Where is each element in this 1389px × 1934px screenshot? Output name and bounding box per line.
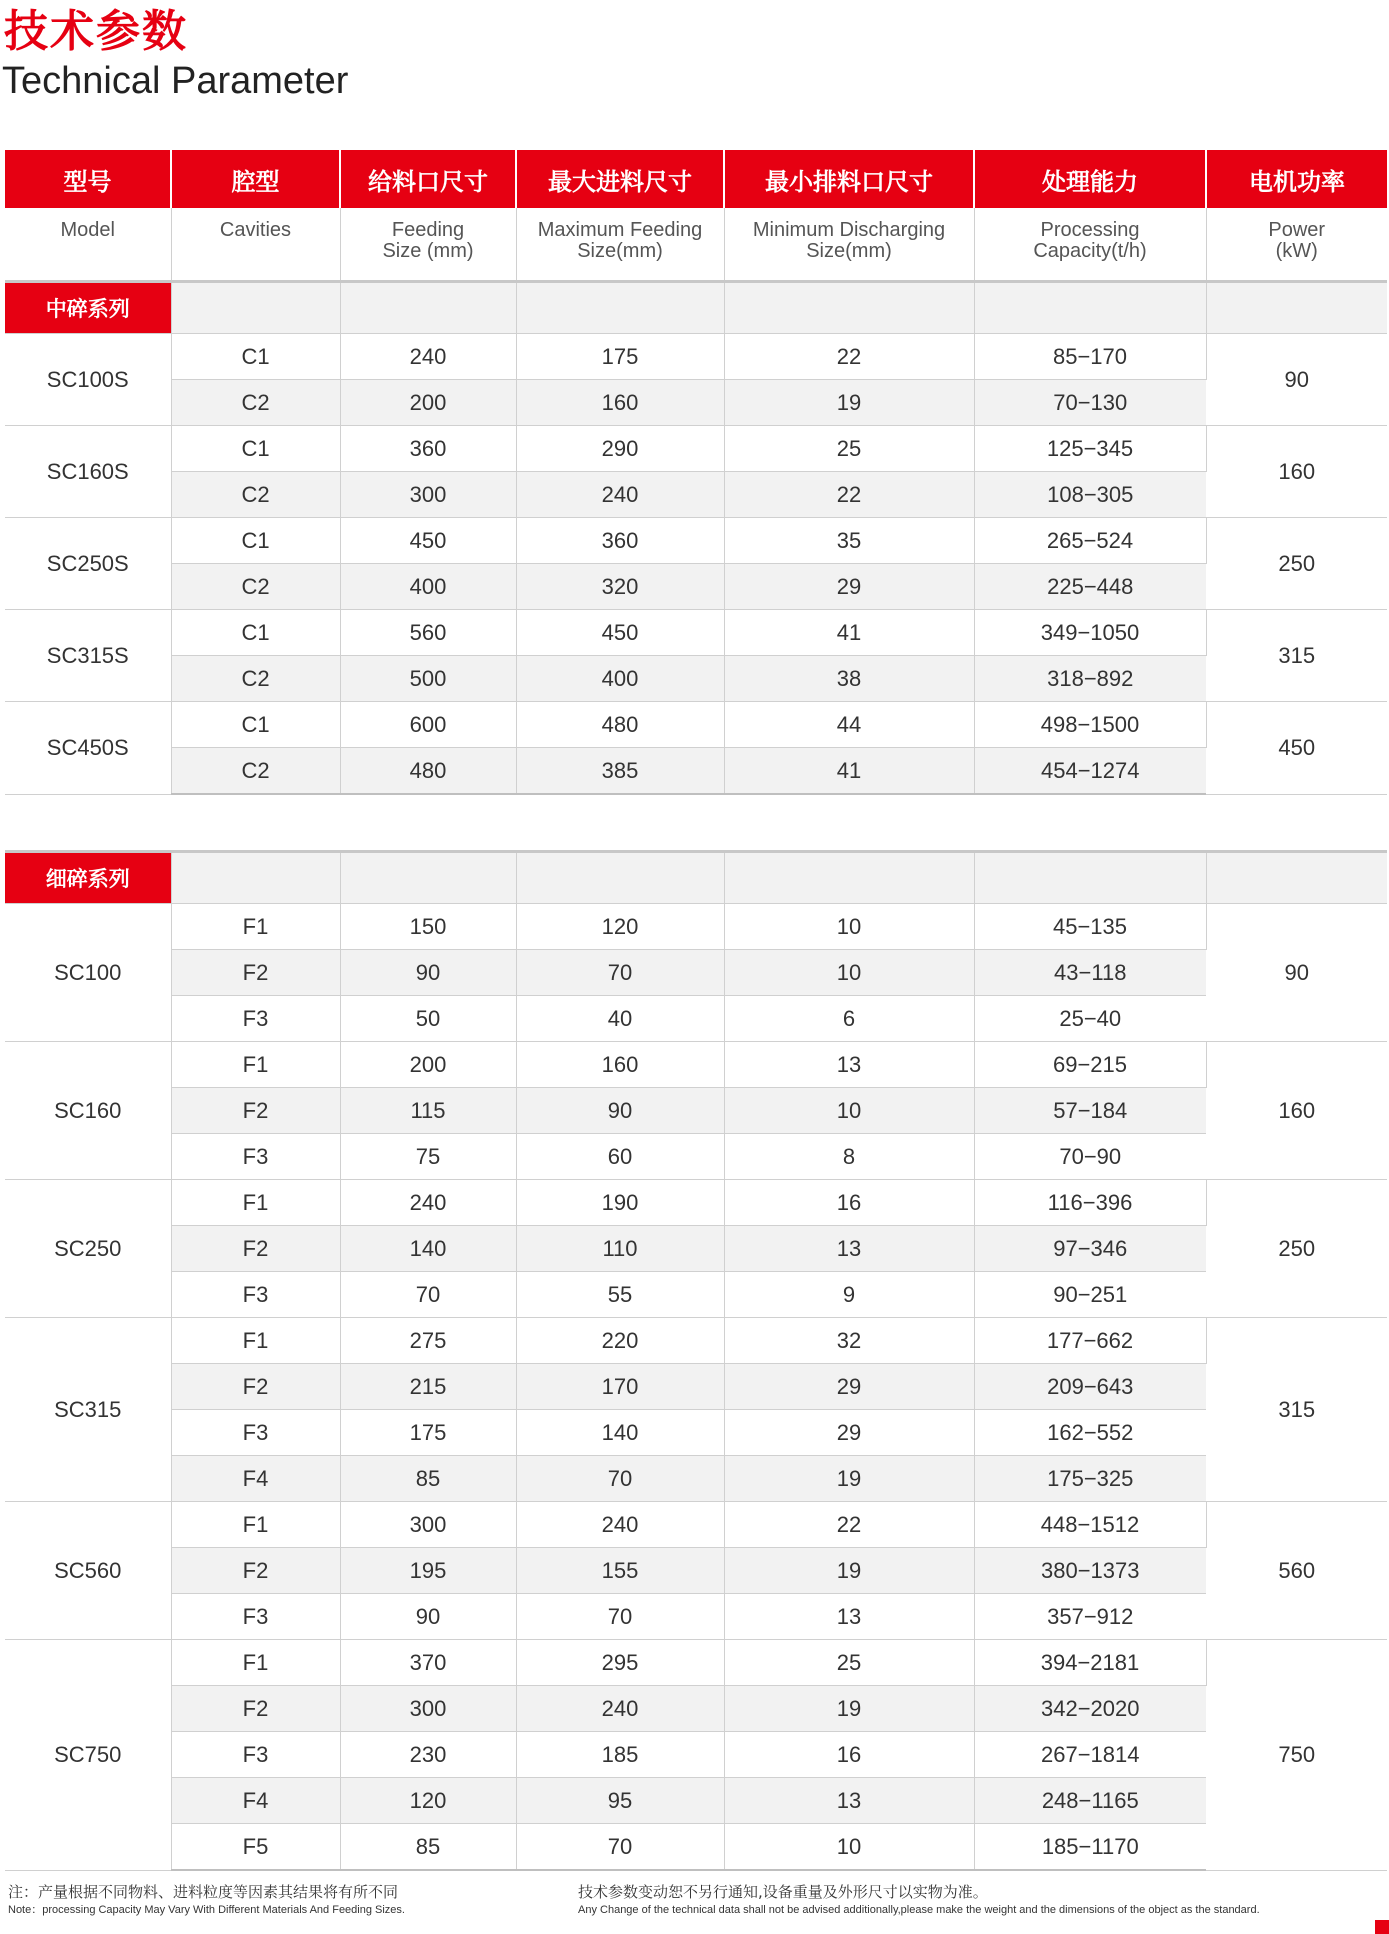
cavity-cell: F4 — [171, 1778, 340, 1824]
table-row — [5, 1686, 1387, 1732]
feeding-size-cell: 115 — [340, 1088, 516, 1134]
column-header-en-line: Model — [60, 219, 115, 241]
feeding-size-cell: 450 — [340, 518, 516, 564]
column-header-en-line: Power — [1268, 219, 1326, 241]
table-row — [5, 1318, 1387, 1364]
table-row — [5, 1042, 1387, 1088]
max-feeding-size-cell: 120 — [516, 904, 724, 950]
cavity-cell: C1 — [171, 702, 340, 748]
page-title-en: Technical Parameter — [2, 60, 349, 102]
max-feeding-size-cell: 70 — [516, 1594, 724, 1640]
feeding-size-cell: 75 — [340, 1134, 516, 1180]
feeding-size-cell: 300 — [340, 472, 516, 518]
series-header-cell — [171, 282, 340, 334]
capacity-cell: 116−396 — [974, 1180, 1206, 1226]
max-feeding-size-cell: 220 — [516, 1318, 724, 1364]
feeding-size-cell: 300 — [340, 1502, 516, 1548]
feeding-size-cell: 600 — [340, 702, 516, 748]
min-discharging-size-cell: 9 — [724, 1272, 974, 1318]
min-discharging-size-cell: 22 — [724, 472, 974, 518]
min-discharging-size-cell: 6 — [724, 996, 974, 1042]
min-discharging-size-cell: 19 — [724, 1686, 974, 1732]
max-feeding-size-cell: 70 — [516, 950, 724, 996]
feeding-size-cell: 200 — [340, 380, 516, 426]
model-cell: SC315S — [5, 610, 171, 702]
capacity-cell: 357−912 — [974, 1594, 1206, 1640]
min-discharging-size-cell: 29 — [724, 1410, 974, 1456]
feeding-size-cell: 85 — [340, 1456, 516, 1502]
column-header-en — [516, 208, 724, 282]
min-discharging-size-cell: 10 — [724, 904, 974, 950]
capacity-cell: 394−2181 — [974, 1640, 1206, 1686]
cavity-cell: F3 — [171, 1732, 340, 1778]
model-cell: SC250S — [5, 518, 171, 610]
capacity-cell: 162−552 — [974, 1410, 1206, 1456]
cavity-cell: C1 — [171, 610, 340, 656]
model-cell: SC100S — [5, 334, 171, 426]
cavity-cell: F3 — [171, 1134, 340, 1180]
capacity-cell: 85−170 — [974, 334, 1206, 380]
model-cell: SC160 — [5, 1042, 171, 1180]
capacity-cell: 342−2020 — [974, 1686, 1206, 1732]
min-discharging-size-cell: 41 — [724, 610, 974, 656]
max-feeding-size-cell: 480 — [516, 702, 724, 748]
cavity-cell: F1 — [171, 1502, 340, 1548]
cavity-cell: C1 — [171, 426, 340, 472]
column-header-en-line: Capacity(t/h) — [1033, 240, 1147, 262]
max-feeding-size-cell: 70 — [516, 1456, 724, 1502]
max-feeding-size-cell: 55 — [516, 1272, 724, 1318]
cavity-cell: F2 — [171, 1548, 340, 1594]
feeding-size-cell: 150 — [340, 904, 516, 950]
max-feeding-size-cell: 90 — [516, 1088, 724, 1134]
series-header-cell — [974, 852, 1206, 904]
capacity-cell: 265−524 — [974, 518, 1206, 564]
capacity-cell: 454−1274 — [974, 748, 1206, 795]
feeding-size-cell: 560 — [340, 610, 516, 656]
capacity-cell: 108−305 — [974, 472, 1206, 518]
column-header-en-line: (kW) — [1275, 240, 1318, 262]
table-row — [5, 656, 1387, 702]
min-discharging-size-cell: 19 — [724, 1548, 974, 1594]
max-feeding-size-cell: 240 — [516, 1502, 724, 1548]
table-row — [5, 1548, 1387, 1594]
min-discharging-size-cell: 10 — [724, 950, 974, 996]
capacity-cell: 43−118 — [974, 950, 1206, 996]
note-left-cn: 注：产量根据不同物料、进料粒度等因素其结果将有所不同 — [8, 1883, 399, 1901]
capacity-cell: 45−135 — [974, 904, 1206, 950]
power-cell: 90 — [1206, 334, 1387, 426]
min-discharging-size-cell: 35 — [724, 518, 974, 564]
series-label: 细碎系列 — [5, 852, 171, 904]
power-cell: 315 — [1206, 1318, 1387, 1502]
column-header-en-line: Maximum Feeding — [537, 219, 703, 241]
column-header-en — [5, 208, 171, 282]
table-row — [5, 518, 1387, 564]
cavity-cell: F2 — [171, 1088, 340, 1134]
cavity-cell: F5 — [171, 1824, 340, 1871]
cavity-cell: F2 — [171, 1226, 340, 1272]
series-header-cell — [516, 282, 724, 334]
model-cell: SC560 — [5, 1502, 171, 1640]
power-cell: 160 — [1206, 1042, 1387, 1180]
column-header-en — [974, 208, 1206, 282]
column-header-cn-row — [5, 150, 1387, 208]
series-header-cell — [171, 852, 340, 904]
table-row — [5, 1180, 1387, 1226]
column-header-cn: 处理能力 — [974, 150, 1206, 208]
min-discharging-size-cell: 13 — [724, 1042, 974, 1088]
cavity-cell: F4 — [171, 1456, 340, 1502]
table-row — [5, 564, 1387, 610]
power-cell: 250 — [1206, 518, 1387, 610]
min-discharging-size-cell: 16 — [724, 1180, 974, 1226]
table-row — [5, 1778, 1387, 1824]
min-discharging-size-cell: 13 — [724, 1778, 974, 1824]
min-discharging-size-cell: 29 — [724, 564, 974, 610]
feeding-size-cell: 50 — [340, 996, 516, 1042]
model-cell: SC750 — [5, 1640, 171, 1871]
corner-accent — [1375, 1920, 1389, 1934]
feeding-size-cell: 230 — [340, 1732, 516, 1778]
cavity-cell: C2 — [171, 472, 340, 518]
max-feeding-size-cell: 185 — [516, 1732, 724, 1778]
feeding-size-cell: 140 — [340, 1226, 516, 1272]
table-row — [5, 1456, 1387, 1502]
table-row — [5, 1088, 1387, 1134]
max-feeding-size-cell: 295 — [516, 1640, 724, 1686]
feeding-size-cell: 240 — [340, 334, 516, 380]
capacity-cell: 498−1500 — [974, 702, 1206, 748]
feeding-size-cell: 215 — [340, 1364, 516, 1410]
feeding-size-cell: 370 — [340, 1640, 516, 1686]
cavity-cell: C1 — [171, 518, 340, 564]
table-row — [5, 1732, 1387, 1778]
max-feeding-size-cell: 160 — [516, 1042, 724, 1088]
model-cell: SC450S — [5, 702, 171, 795]
series-header-cell — [724, 282, 974, 334]
max-feeding-size-cell: 320 — [516, 564, 724, 610]
series-header-row — [5, 282, 1387, 334]
min-discharging-size-cell: 44 — [724, 702, 974, 748]
min-discharging-size-cell: 10 — [724, 1824, 974, 1871]
note-right-cn: 技术参数变动恕不另行通知,设备重量及外形尺寸以实物为准。 — [578, 1883, 988, 1901]
capacity-cell: 25−40 — [974, 996, 1206, 1042]
series-header-cell — [516, 852, 724, 904]
column-header-cn: 型号 — [5, 150, 171, 208]
table-row — [5, 610, 1387, 656]
power-cell: 560 — [1206, 1502, 1387, 1640]
min-discharging-size-cell: 19 — [724, 380, 974, 426]
cavity-cell: C2 — [171, 380, 340, 426]
feeding-size-cell: 90 — [340, 950, 516, 996]
min-discharging-size-cell: 8 — [724, 1134, 974, 1180]
column-header-en — [171, 208, 340, 282]
feeding-size-cell: 400 — [340, 564, 516, 610]
max-feeding-size-cell: 175 — [516, 334, 724, 380]
min-discharging-size-cell: 13 — [724, 1594, 974, 1640]
cavity-cell: F3 — [171, 996, 340, 1042]
min-discharging-size-cell: 25 — [724, 426, 974, 472]
min-discharging-size-cell: 22 — [724, 334, 974, 380]
column-header-cn: 腔型 — [171, 150, 340, 208]
cavity-cell: F3 — [171, 1410, 340, 1456]
max-feeding-size-cell: 155 — [516, 1548, 724, 1594]
power-cell: 90 — [1206, 904, 1387, 1042]
table-row — [5, 950, 1387, 996]
column-header-en — [1206, 208, 1387, 282]
table-row — [5, 1824, 1387, 1871]
feeding-size-cell: 85 — [340, 1824, 516, 1871]
min-discharging-size-cell: 29 — [724, 1364, 974, 1410]
capacity-cell: 267−1814 — [974, 1732, 1206, 1778]
table-row — [5, 380, 1387, 426]
table-row — [5, 1134, 1387, 1180]
column-header-en-line: Processing — [1040, 219, 1140, 241]
max-feeding-size-cell: 160 — [516, 380, 724, 426]
min-discharging-size-cell: 16 — [724, 1732, 974, 1778]
series-header-cell — [1206, 282, 1387, 334]
note-right — [578, 1882, 1260, 1918]
series-header-cell — [340, 852, 516, 904]
table-row — [5, 334, 1387, 380]
feeding-size-cell: 360 — [340, 426, 516, 472]
max-feeding-size-cell: 170 — [516, 1364, 724, 1410]
table-row — [5, 702, 1387, 748]
capacity-cell: 185−1170 — [974, 1824, 1206, 1871]
column-header-cn: 最小排料口尺寸 — [724, 150, 974, 208]
model-cell: SC315 — [5, 1318, 171, 1502]
feeding-size-cell: 500 — [340, 656, 516, 702]
max-feeding-size-cell: 360 — [516, 518, 724, 564]
max-feeding-size-cell: 95 — [516, 1778, 724, 1824]
table-row — [5, 1594, 1387, 1640]
cavity-cell: F1 — [171, 1318, 340, 1364]
power-cell: 750 — [1206, 1640, 1387, 1871]
max-feeding-size-cell: 385 — [516, 748, 724, 795]
max-feeding-size-cell: 40 — [516, 996, 724, 1042]
min-discharging-size-cell: 19 — [724, 1456, 974, 1502]
column-header-cn: 最大进料尺寸 — [516, 150, 724, 208]
cavity-cell: F1 — [171, 1640, 340, 1686]
capacity-cell: 125−345 — [974, 426, 1206, 472]
min-discharging-size-cell: 22 — [724, 1502, 974, 1548]
table-row — [5, 1226, 1387, 1272]
capacity-cell: 177−662 — [974, 1318, 1206, 1364]
series-header-row — [5, 852, 1387, 904]
table-row — [5, 1364, 1387, 1410]
table-row — [5, 1502, 1387, 1548]
capacity-cell: 225−448 — [974, 564, 1206, 610]
column-header-en-row — [5, 208, 1387, 282]
min-discharging-size-cell: 38 — [724, 656, 974, 702]
cavity-cell: C2 — [171, 656, 340, 702]
capacity-cell: 57−184 — [974, 1088, 1206, 1134]
max-feeding-size-cell: 290 — [516, 426, 724, 472]
table-row — [5, 1640, 1387, 1686]
table-row — [5, 1410, 1387, 1456]
power-cell: 160 — [1206, 426, 1387, 518]
column-header-cn: 给料口尺寸 — [340, 150, 516, 208]
capacity-cell: 248−1165 — [974, 1778, 1206, 1824]
capacity-cell: 69−215 — [974, 1042, 1206, 1088]
capacity-cell: 209−643 — [974, 1364, 1206, 1410]
feeding-size-cell: 480 — [340, 748, 516, 795]
capacity-cell: 380−1373 — [974, 1548, 1206, 1594]
series-header-cell — [340, 282, 516, 334]
cavity-cell: C2 — [171, 564, 340, 610]
feeding-size-cell: 275 — [340, 1318, 516, 1364]
series-header-cell — [974, 282, 1206, 334]
max-feeding-size-cell: 140 — [516, 1410, 724, 1456]
table-row — [5, 1272, 1387, 1318]
capacity-cell: 90−251 — [974, 1272, 1206, 1318]
cavity-cell: F1 — [171, 1042, 340, 1088]
note-right-en: Any Change of the technical data shall not be advised additionally,please make the weight and the dimensions of the object as the standard. — [578, 1904, 1260, 1916]
column-header-en-line: Cavities — [219, 219, 292, 241]
max-feeding-size-cell: 240 — [516, 1686, 724, 1732]
column-header-en-line: Feeding — [391, 219, 465, 241]
model-cell: SC160S — [5, 426, 171, 518]
page-title-cn: 技术参数 — [4, 6, 188, 57]
column-header-en — [340, 208, 516, 282]
column-header-en-line: Minimum Discharging — [752, 219, 946, 241]
min-discharging-size-cell: 13 — [724, 1226, 974, 1272]
cavity-cell: F1 — [171, 904, 340, 950]
capacity-cell: 70−130 — [974, 380, 1206, 426]
feeding-size-cell: 200 — [340, 1042, 516, 1088]
capacity-cell: 97−346 — [974, 1226, 1206, 1272]
max-feeding-size-cell: 240 — [516, 472, 724, 518]
capacity-cell: 70−90 — [974, 1134, 1206, 1180]
series-label: 中碎系列 — [5, 282, 171, 334]
table-row — [5, 472, 1387, 518]
min-discharging-size-cell: 41 — [724, 748, 974, 795]
cavity-cell: F3 — [171, 1272, 340, 1318]
series-header-cell — [1206, 852, 1387, 904]
table-row — [5, 426, 1387, 472]
max-feeding-size-cell: 190 — [516, 1180, 724, 1226]
max-feeding-size-cell: 400 — [516, 656, 724, 702]
feeding-size-cell: 70 — [340, 1272, 516, 1318]
feeding-size-cell: 120 — [340, 1778, 516, 1824]
table-row — [5, 748, 1387, 795]
medium-crushing-spec-table — [5, 150, 1387, 795]
feeding-size-cell: 175 — [340, 1410, 516, 1456]
column-header-cn: 电机功率 — [1206, 150, 1387, 208]
column-header-en — [724, 208, 974, 282]
feeding-size-cell: 195 — [340, 1548, 516, 1594]
model-cell: SC250 — [5, 1180, 171, 1318]
max-feeding-size-cell: 70 — [516, 1824, 724, 1871]
cavity-cell: F2 — [171, 1686, 340, 1732]
cavity-cell: C1 — [171, 334, 340, 380]
note-left-en: Note：processing Capacity May Vary With Different Materials And Feeding Sizes. — [8, 1904, 405, 1916]
min-discharging-size-cell: 32 — [724, 1318, 974, 1364]
cavity-cell: F2 — [171, 1364, 340, 1410]
column-header-en-line: Size(mm) — [806, 240, 892, 262]
min-discharging-size-cell: 10 — [724, 1088, 974, 1134]
capacity-cell: 318−892 — [974, 656, 1206, 702]
power-cell: 250 — [1206, 1180, 1387, 1318]
note-left — [8, 1882, 405, 1918]
capacity-cell: 175−325 — [974, 1456, 1206, 1502]
max-feeding-size-cell: 450 — [516, 610, 724, 656]
capacity-cell: 349−1050 — [974, 610, 1206, 656]
fine-crushing-spec-table — [5, 850, 1387, 1871]
cavity-cell: F2 — [171, 950, 340, 996]
feeding-size-cell: 300 — [340, 1686, 516, 1732]
power-cell: 450 — [1206, 702, 1387, 795]
column-header-en-line: Size (mm) — [382, 240, 474, 262]
max-feeding-size-cell: 110 — [516, 1226, 724, 1272]
column-header-en-line: Size(mm) — [577, 240, 663, 262]
table-row — [5, 996, 1387, 1042]
cavity-cell: F1 — [171, 1180, 340, 1226]
capacity-cell: 448−1512 — [974, 1502, 1206, 1548]
cavity-cell: C2 — [171, 748, 340, 795]
feeding-size-cell: 90 — [340, 1594, 516, 1640]
series-header-cell — [724, 852, 974, 904]
max-feeding-size-cell: 60 — [516, 1134, 724, 1180]
table-row — [5, 904, 1387, 950]
power-cell: 315 — [1206, 610, 1387, 702]
min-discharging-size-cell: 25 — [724, 1640, 974, 1686]
model-cell: SC100 — [5, 904, 171, 1042]
feeding-size-cell: 240 — [340, 1180, 516, 1226]
cavity-cell: F3 — [171, 1594, 340, 1640]
